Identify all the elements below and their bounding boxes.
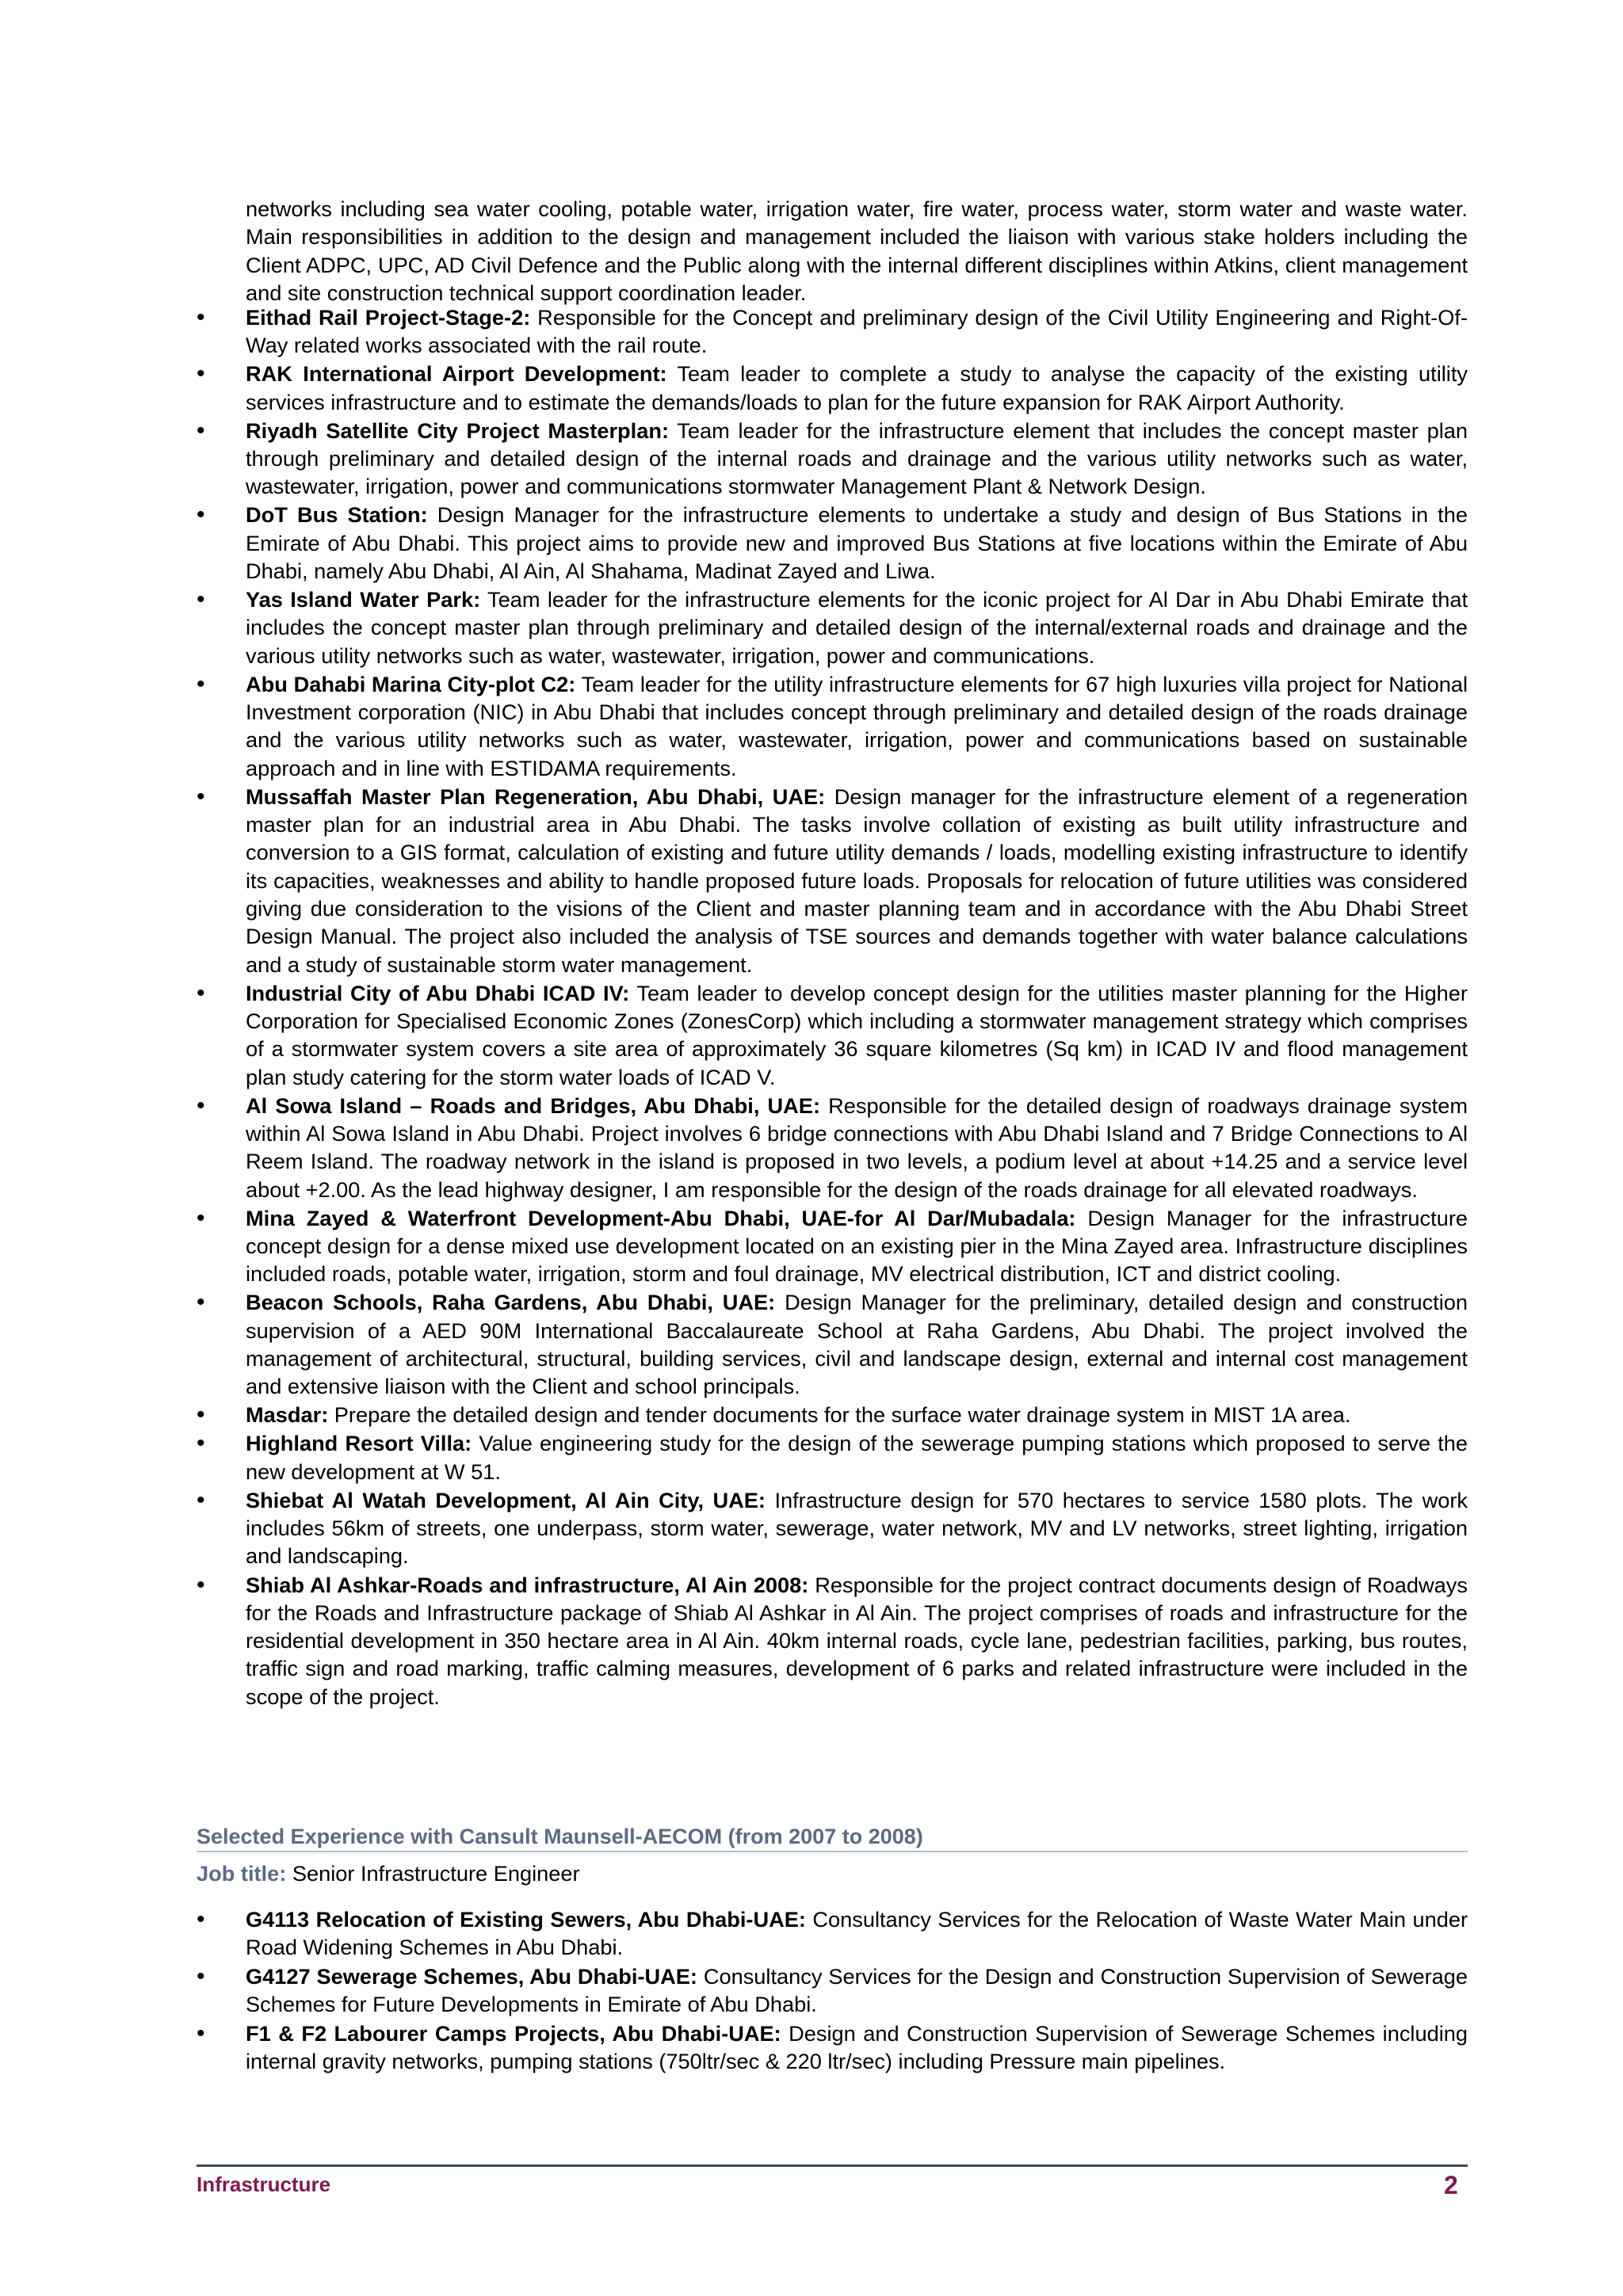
project-description: Responsible for the detailed design of roadways drainage system within Al Sowa Island in Abu Dhabi. Project involves 6 bridge connections with Abu Dhabi Island and 7 Bridge Connections to Al Reem Island. The roadway network in the island is proposed in two levels, a podium level at about +14.25 and a service level about +2.00. As the lead highway designer, I am responsible for the design of the roads drainage for all elevated roadways. bbox=[246, 1093, 1468, 1202]
list-item bbox=[197, 585, 1468, 669]
project-title: G4127 Sewerage Schemes, Abu Dhabi-UAE: bbox=[246, 1964, 697, 1989]
project-description: Responsible for the project contract documents design of Roadways for the Roads and Infrastructure package of Shiab Al Ashkar in Al Ain. The project comprises of roads and infrastructure for the residential development in 350 hectare area in Al Ain. 40km internal roads, cycle lane, pedestrian facilities, parking, bus routes, traffic sign and road marking, traffic calming measures, development of 6 parks and related infrastructure were included in the scope of the project. bbox=[246, 1572, 1468, 1709]
project-description: Consultancy Services for the Relocation of Waste Water Main under Road Widening Schemes in Abu Dhabi. bbox=[246, 1907, 1468, 1960]
project-description: Value engineering study for the design of the sewerage pumping stations which proposed to serve the new development at W 51. bbox=[246, 1431, 1468, 1484]
project-description: Team leader for the utility infrastructure elements for 67 high luxuries villa project for National Investment corporation (NIC) in Abu Dhabi that includes concept through preliminary and detailed design of the roads drainage and the various utility networks such as water, wastewater, irrigation, power and communications based on sustainable approach and in line with ESTIDAMA requirements. bbox=[246, 671, 1468, 780]
list-item bbox=[197, 783, 1468, 978]
list-item bbox=[197, 2019, 1468, 2076]
project-description: Responsible for the Concept and preliminary design of the Civil Utility Engineering and Right-Of-Way related works associated with the rail route. bbox=[246, 305, 1468, 358]
list-item bbox=[197, 501, 1468, 585]
project-description: Prepare the detailed design and tender documents for the surface water drainage system in MIST 1A area. bbox=[328, 1402, 1351, 1428]
project-description: Design Manager for the infrastructure concept design for a dense mixed use development located on an existing pier in the Mina Zayed area. Infrastructure disciplines included roads, potable water, irrigation, storm and foul drainage, MV electrical distribution, ICT and district cooling. bbox=[246, 1205, 1468, 1287]
project-title: RAK International Airport Development: bbox=[246, 361, 667, 387]
project-title: G4113 Relocation of Existing Sewers, Abu Dhabi-UAE: bbox=[246, 1907, 806, 1932]
footer-divider bbox=[197, 2164, 1468, 2167]
project-title: Masdar: bbox=[246, 1402, 329, 1428]
bullet-icon: • bbox=[197, 979, 205, 1006]
project-title: Yas Island Water Park: bbox=[246, 587, 481, 612]
bullet-icon: • bbox=[197, 1486, 205, 1513]
project-title: Eithad Rail Project-Stage-2: bbox=[246, 305, 531, 330]
bullet-icon: • bbox=[197, 586, 205, 613]
list-item bbox=[197, 1571, 1468, 1711]
list-item bbox=[197, 1288, 1468, 1400]
project-title: Shiebat Al Watah Development, Al Ain City, UAE: bbox=[246, 1487, 766, 1512]
bullet-icon: • bbox=[197, 1571, 205, 1598]
list-item bbox=[197, 360, 1468, 416]
project-title: Mina Zayed & Waterfront Development-Abu Dhabi, UAE-for Al Dar/Mubadala: bbox=[246, 1205, 1076, 1230]
project-description: Team leader for the infrastructure element that includes the concept master plan through preliminary and detailed design of the internal roads and drainage and the various utility networks such as water, wastewater, irrigation, power and communications stormwater Management Plant & Network Design. bbox=[246, 418, 1468, 499]
project-description: Design Manager for the infrastructure elements to undertake a study and design of Bus Stations in the Emirate of Abu Dhabi. This project aims to provide new and improved Bus Stations at five locations within the Emirate of Abu Dhabi, namely Abu Dhabi, Al Ain, Al Shahama, Madinat Zayed and Liwa. bbox=[246, 502, 1468, 584]
job-title-value: Senior Infrastructure Engineer bbox=[286, 1861, 580, 1886]
list-item bbox=[197, 1962, 1468, 2019]
project-title: Mussaffah Master Plan Regeneration, Abu Dhabi, UAE: bbox=[246, 784, 826, 809]
project-title: DoT Bus Station: bbox=[246, 502, 428, 528]
list-item bbox=[197, 1486, 1468, 1570]
project-description: Consultancy Services for the Design and Construction Supervision of Sewerage Schemes for Future Developments in Emirate of Abu Dhabi. bbox=[246, 1964, 1468, 2017]
job-title-label: Job title: bbox=[197, 1861, 287, 1886]
page-number: 2 bbox=[1444, 2171, 1458, 2199]
section-heading: Selected Experience with Cansult Maunsell-AECOM (from 2007 to 2008) bbox=[197, 1825, 1468, 1852]
bullet-icon: • bbox=[197, 502, 205, 528]
project-title: Abu Dahabi Marina City-plot C2: bbox=[246, 671, 576, 696]
project-title: Beacon Schools, Raha Gardens, Abu Dhabi, UAE: bbox=[246, 1290, 776, 1315]
list-item bbox=[197, 1905, 1468, 1962]
bullet-icon: • bbox=[197, 304, 205, 330]
project-description: Design Manager for the preliminary, detailed design and construction supervision of a AED 90M International Baccalaureate School at Raha Gardens, Abu Dhabi. The project involved the management of architectural, structural, building services, civil and landscape design, external and internal cost management and extensive liaison with the Client and school principals. bbox=[246, 1290, 1468, 1399]
list-item bbox=[197, 417, 1468, 501]
project-description: Team leader for the infrastructure elements for the iconic project for Al Dar in Abu Dhabi Emirate that includes the concept master plan through preliminary and detailed design of the internal/external roads and drainage and the various utility networks such as water, wastewater, irrigation, power and communications. bbox=[246, 587, 1468, 668]
bullet-icon: • bbox=[197, 1906, 205, 1932]
list-item bbox=[197, 979, 1468, 1091]
job-title-line bbox=[197, 1861, 580, 1886]
project-title: Al Sowa Island – Roads and Bridges, Abu Dhabi, UAE: bbox=[246, 1093, 820, 1118]
project-list bbox=[197, 303, 1468, 1711]
list-item bbox=[197, 1429, 1468, 1486]
bullet-icon: • bbox=[197, 1963, 205, 1990]
project-title: Shiab Al Ashkar-Roads and infrastructure, Al Ain 2008: bbox=[246, 1572, 809, 1597]
bullet-icon: • bbox=[197, 1289, 205, 1316]
project-title: Highland Resort Villa: bbox=[246, 1431, 472, 1456]
project-description: Infrastructure design for 570 hectares to service 1580 plots. The work includes 56km of streets, one underpass, storm water, sewerage, water network, MV and LV networks, street lighting, irrigation and landscaping. bbox=[246, 1487, 1468, 1569]
list-item bbox=[197, 1401, 1468, 1428]
bullet-icon: • bbox=[197, 360, 205, 387]
list-item bbox=[197, 303, 1468, 360]
bullet-icon: • bbox=[197, 1204, 205, 1231]
list-item bbox=[197, 1204, 1468, 1288]
bullet-icon: • bbox=[197, 670, 205, 697]
bullet-icon: • bbox=[197, 2020, 205, 2047]
bullet-icon: • bbox=[197, 1092, 205, 1119]
project-title: Riyadh Satellite City Project Masterplan: bbox=[246, 418, 669, 443]
project-title: Industrial City of Abu Dhabi ICAD IV: bbox=[246, 980, 630, 1005]
bullet-icon: • bbox=[197, 783, 205, 810]
section-project-list bbox=[197, 1905, 1468, 2077]
list-item bbox=[197, 1092, 1468, 1203]
project-description: Team leader to develop concept design for the utilities master planning for the Higher Corporation for Specialised Economic Zones (ZonesCorp) which including a stormwater management strategy which comprises of a stormwater system covers a site area of approximately 36 square kilometres (Sq km) in ICAD IV and flood management plan study catering for the storm water loads of ICAD V. bbox=[246, 980, 1468, 1089]
footer-section-label: Infrastructure bbox=[197, 2172, 331, 2196]
bullet-icon: • bbox=[197, 1430, 205, 1457]
list-item bbox=[197, 670, 1468, 782]
project-description: Design and Construction Supervision of Sewerage Schemes including internal gravity networks, pumping stations (750ltr/sec & 220 ltr/sec) including Pressure main pipelines. bbox=[246, 2021, 1468, 2074]
continuation-paragraph: networks including sea water cooling, potable water, irrigation water, fire water, process water, storm water and waste water. Main responsibilities in addition to the design and management included the liaison with various stake holders including the Client ADPC, UPC, AD Civil Defence and the Public along with the internal different disciplines within Atkins, client management and site construction technical support coordination leader. bbox=[246, 196, 1468, 305]
bullet-icon: • bbox=[197, 417, 205, 444]
bullet-icon: • bbox=[197, 1402, 205, 1428]
project-description: Team leader to complete a study to analyse the capacity of the existing utility services infrastructure and to estimate the demands/loads to plan for the future expansion for RAK Airport Authority. bbox=[246, 361, 1468, 414]
project-title: F1 & F2 Labourer Camps Projects, Abu Dhabi-UAE: bbox=[246, 2021, 781, 2046]
project-description: Design manager for the infrastructure element of a regeneration master plan for an industrial area in Abu Dhabi. The tasks involve collation of existing as built utility infrastructure and conversion to a GIS format, calculation of existing and future utility demands / loads, modelling existing infrastructure to identify its capacities, weaknesses and ability to handle proposed future loads. Proposals for relocation of future utilities was considered giving due consideration to the visions of the Client and master planning team and in accordance with the Abu Dhabi Street Design Manual. The project also included the analysis of TSE sources and demands together with water balance calculations and a study of sustainable storm water management. bbox=[246, 784, 1468, 977]
